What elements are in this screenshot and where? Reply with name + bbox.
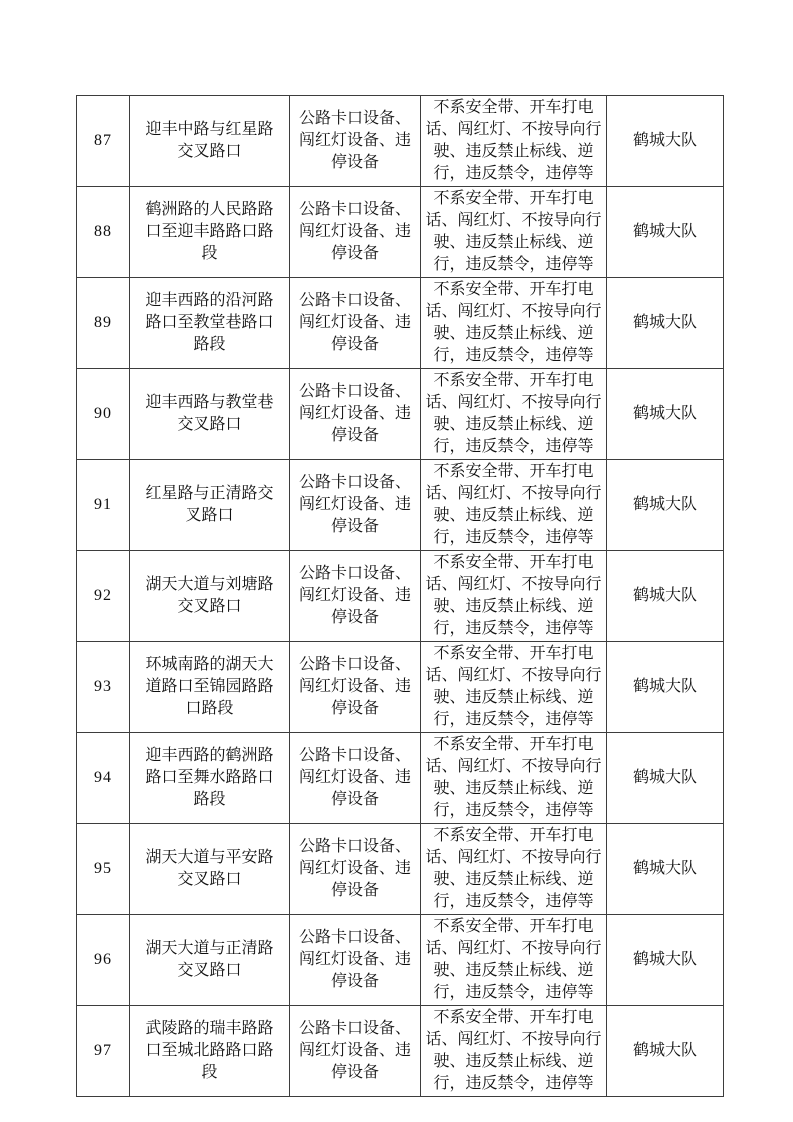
table-row (77, 642, 724, 733)
unit-cell: 鹤城大队 (607, 187, 724, 278)
equipment-cell: 公路卡口设备、闯红灯设备、违停设备 (290, 824, 421, 915)
unit-cell: 鹤城大队 (607, 642, 724, 733)
table-row (77, 369, 724, 460)
row-number-cell: 91 (77, 460, 130, 551)
equipment-cell: 公路卡口设备、闯红灯设备、违停设备 (290, 642, 421, 733)
table-row (77, 460, 724, 551)
table-row (77, 551, 724, 642)
violations-cell: 不系安全带、开车打电话、闯红灯、不按导向行驶、违反禁止标线、逆行，违反禁令，违停等 (421, 96, 607, 187)
equipment-cell: 公路卡口设备、闯红灯设备、违停设备 (290, 278, 421, 369)
equipment-cell: 公路卡口设备、闯红灯设备、违停设备 (290, 187, 421, 278)
location-cell: 湖天大道与刘塘路交叉路口 (130, 551, 290, 642)
unit-cell: 鹤城大队 (607, 369, 724, 460)
location-cell: 环城南路的湖天大道路口至锦园路路口路段 (130, 642, 290, 733)
unit-cell: 鹤城大队 (607, 460, 724, 551)
location-cell: 武陵路的瑞丰路路口至城北路路口路段 (130, 1006, 290, 1097)
unit-cell: 鹤城大队 (607, 824, 724, 915)
row-number-cell: 88 (77, 187, 130, 278)
location-cell: 迎丰西路与教堂巷交叉路口 (130, 369, 290, 460)
row-number-cell: 97 (77, 1006, 130, 1097)
row-number-cell: 96 (77, 915, 130, 1006)
row-number-cell: 90 (77, 369, 130, 460)
location-cell: 湖天大道与正清路交叉路口 (130, 915, 290, 1006)
equipment-cell: 公路卡口设备、闯红灯设备、违停设备 (290, 733, 421, 824)
equipment-cell: 公路卡口设备、闯红灯设备、违停设备 (290, 369, 421, 460)
violations-cell: 不系安全带、开车打电话、闯红灯、不按导向行驶、违反禁止标线、逆行，违反禁令，违停等 (421, 642, 607, 733)
unit-cell: 鹤城大队 (607, 551, 724, 642)
unit-cell: 鹤城大队 (607, 1006, 724, 1097)
table-row (77, 187, 724, 278)
row-number-cell: 87 (77, 96, 130, 187)
table-row (77, 96, 724, 187)
violations-cell: 不系安全带、开车打电话、闯红灯、不按导向行驶、违反禁止标线、逆行，违反禁令，违停等 (421, 278, 607, 369)
table-row (77, 733, 724, 824)
equipment-cell: 公路卡口设备、闯红灯设备、违停设备 (290, 915, 421, 1006)
enforcement-points-table (76, 95, 724, 1097)
table-row (77, 824, 724, 915)
equipment-cell: 公路卡口设备、闯红灯设备、违停设备 (290, 460, 421, 551)
location-cell: 鹤洲路的人民路路口至迎丰路路口路段 (130, 187, 290, 278)
location-cell: 迎丰西路的沿河路路口至教堂巷路口路段 (130, 278, 290, 369)
violations-cell: 不系安全带、开车打电话、闯红灯、不按导向行驶、违反禁止标线、逆行，违反禁令，违停等 (421, 460, 607, 551)
violations-cell: 不系安全带、开车打电话、闯红灯、不按导向行驶、违反禁止标线、逆行，违反禁令，违停等 (421, 1006, 607, 1097)
row-number-cell: 92 (77, 551, 130, 642)
violations-cell: 不系安全带、开车打电话、闯红灯、不按导向行驶、违反禁止标线、逆行，违反禁令，违停等 (421, 733, 607, 824)
unit-cell: 鹤城大队 (607, 733, 724, 824)
violations-cell: 不系安全带、开车打电话、闯红灯、不按导向行驶、违反禁止标线、逆行，违反禁令，违停等 (421, 824, 607, 915)
location-cell: 迎丰中路与红星路交叉路口 (130, 96, 290, 187)
equipment-cell: 公路卡口设备、闯红灯设备、违停设备 (290, 551, 421, 642)
violations-cell: 不系安全带、开车打电话、闯红灯、不按导向行驶、违反禁止标线、逆行，违反禁令，违停等 (421, 551, 607, 642)
violations-cell: 不系安全带、开车打电话、闯红灯、不按导向行驶、违反禁止标线、逆行，违反禁令，违停等 (421, 369, 607, 460)
location-cell: 红星路与正清路交叉路口 (130, 460, 290, 551)
location-cell: 湖天大道与平安路交叉路口 (130, 824, 290, 915)
table-row (77, 278, 724, 369)
violations-cell: 不系安全带、开车打电话、闯红灯、不按导向行驶、违反禁止标线、逆行，违反禁令，违停等 (421, 915, 607, 1006)
location-cell: 迎丰西路的鹤洲路路口至舞水路路口路段 (130, 733, 290, 824)
unit-cell: 鹤城大队 (607, 915, 724, 1006)
equipment-cell: 公路卡口设备、闯红灯设备、违停设备 (290, 1006, 421, 1097)
table-row (77, 1006, 724, 1097)
row-number-cell: 95 (77, 824, 130, 915)
row-number-cell: 89 (77, 278, 130, 369)
equipment-cell: 公路卡口设备、闯红灯设备、违停设备 (290, 96, 421, 187)
row-number-cell: 94 (77, 733, 130, 824)
table-body (77, 96, 724, 1097)
unit-cell: 鹤城大队 (607, 96, 724, 187)
unit-cell: 鹤城大队 (607, 278, 724, 369)
violations-cell: 不系安全带、开车打电话、闯红灯、不按导向行驶、违反禁止标线、逆行，违反禁令，违停等 (421, 187, 607, 278)
row-number-cell: 93 (77, 642, 130, 733)
table-row (77, 915, 724, 1006)
